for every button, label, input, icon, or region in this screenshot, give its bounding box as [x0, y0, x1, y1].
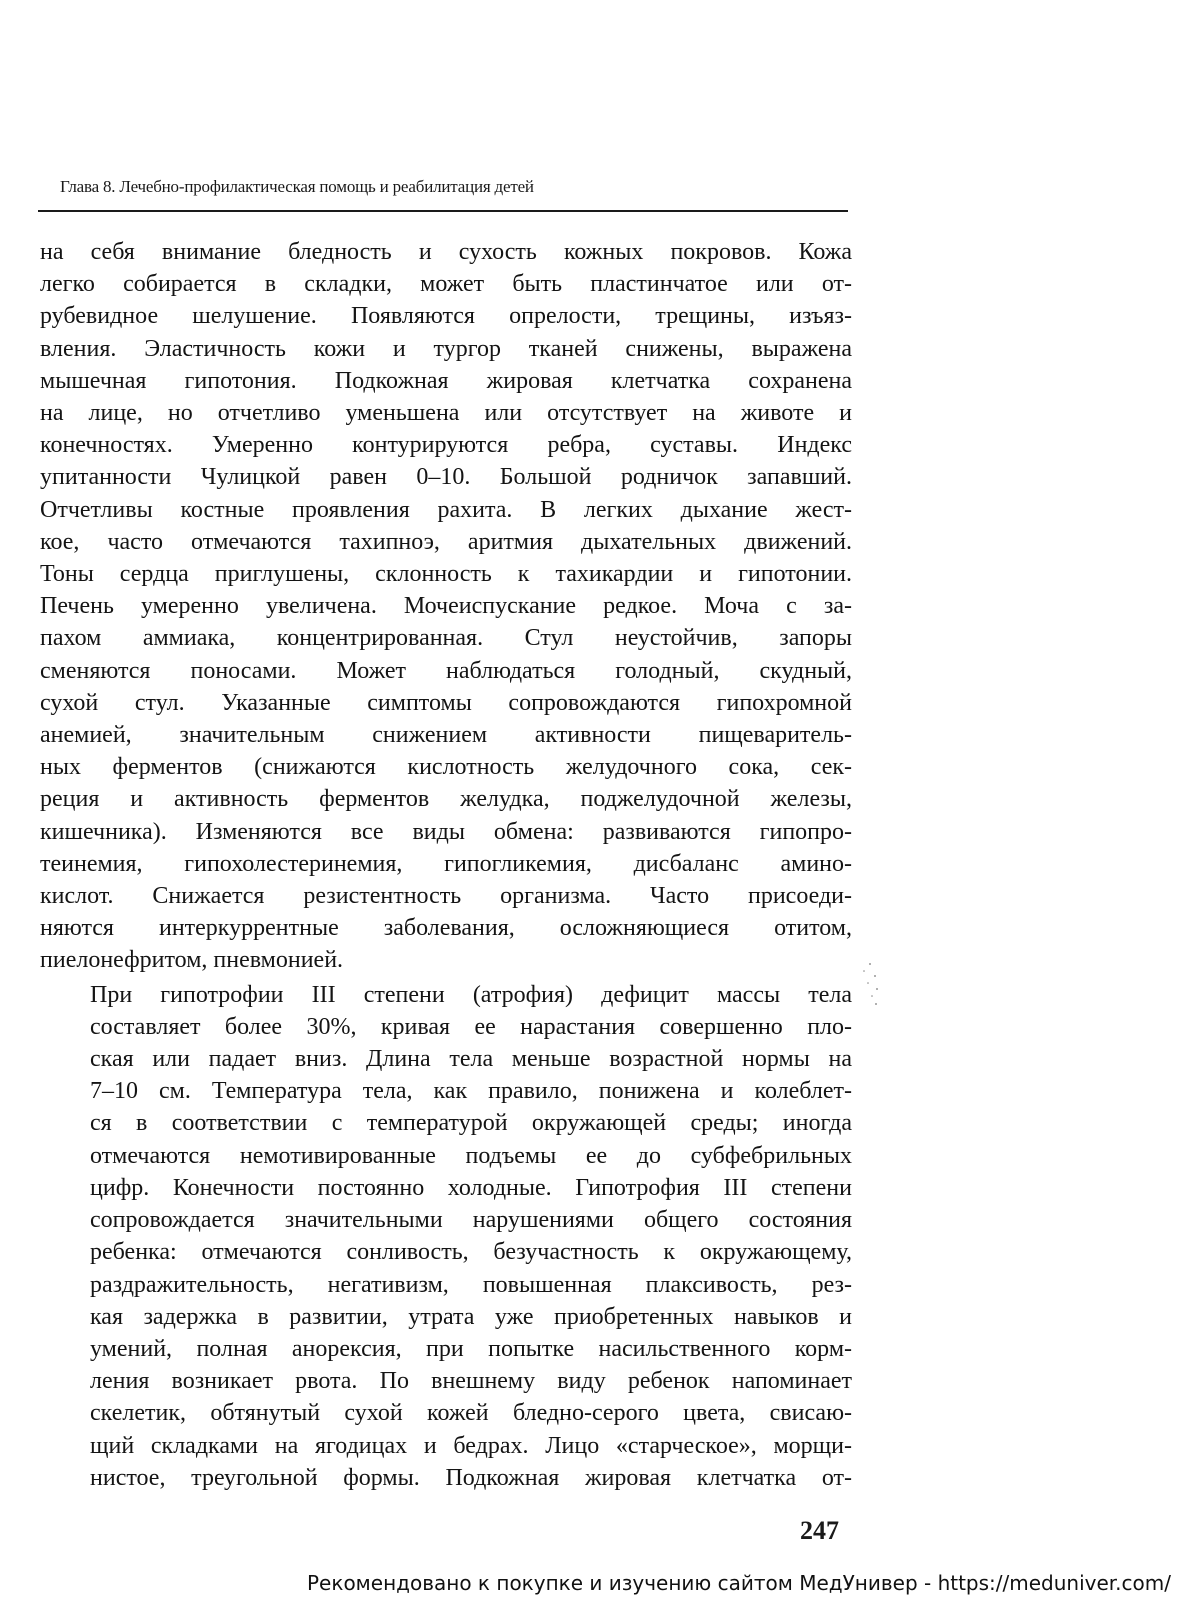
- text-line: умений, полная анорексия, при попытке насильственного корм-: [90, 1335, 852, 1362]
- footer-watermark-note: Рекомендовано к покупке и изучению сайтом МедУнивер - https://meduniver.com/: [307, 1571, 1171, 1595]
- text-line: сухой стул. Указанные симптомы сопровождаются гипохромной: [40, 689, 852, 716]
- running-header: Глава 8. Лечебно-профилактическая помощь и реабилитация детей: [60, 177, 534, 196]
- text-line: составляет более 30%, кривая ее нарастания совершенно пло-: [90, 1013, 852, 1040]
- header-rule: [38, 210, 848, 212]
- text-line: упитанности Чулицкой равен 0–10. Большой родничок запавший.: [40, 464, 852, 491]
- text-line: ся в соответствии с температурой окружающей среды; иногда: [90, 1110, 852, 1137]
- text-line: ных ферментов (снижаются кислотность желудочного сока, сек-: [40, 754, 852, 781]
- text-line: раздражительность, негативизм, повышенная плаксивость, рез-: [90, 1271, 852, 1298]
- text-line: При гипотрофии III степени (атрофия) дефицит массы тела: [90, 981, 852, 1008]
- text-line: сопровождается значительными нарушениями общего состояния: [90, 1207, 852, 1234]
- text-line: цифр. Конечности постоянно холодные. Гипотрофия III степени: [90, 1174, 852, 1201]
- text-line: кислот. Снижается резистентность организма. Часто присоеди-: [40, 883, 852, 910]
- text-line: Печень умеренно увеличена. Мочеиспускание редкое. Моча с за-: [40, 593, 852, 620]
- text-line: Тоны сердца приглушены, склонность к тахикардии и гипотонии.: [40, 561, 852, 588]
- text-line: пахом аммиака, концентрированная. Стул неустойчив, запоры: [40, 625, 852, 652]
- page-number: 247: [800, 1516, 839, 1545]
- text-line: скелетик, обтянутый сухой кожей бледно-серого цвета, свисаю-: [90, 1400, 852, 1427]
- text-line: реция и активность ферментов желудка, поджелудочной железы,: [40, 786, 852, 813]
- text-line: мышечная гипотония. Подкожная жировая клетчатка сохранена: [40, 367, 852, 394]
- text-line: легко собирается в складки, может быть пластинчатое или от-: [40, 271, 852, 298]
- text-line: кишечника). Изменяются все виды обмена: развиваются гипопро-: [40, 818, 852, 845]
- body-text: [40, 236, 852, 1494]
- text-line: конечностях. Умеренно контурируются ребра, суставы. Индекс: [40, 432, 852, 459]
- text-line: щий складками на ягодицах и бедрах. Лицо «старческое», морщи-: [90, 1432, 852, 1459]
- text-line: пиелонефритом, пневмонией.: [40, 947, 344, 974]
- text-line: няются интеркуррентные заболевания, осложняющиеся отитом,: [40, 915, 852, 942]
- text-line: кое, часто отмечаются тахипноэ, аритмия дыхательных движений.: [40, 528, 852, 555]
- text-line: ская или падает вниз. Длина тела меньше возрастной нормы на: [90, 1046, 852, 1073]
- text-line: ребенка: отмечаются сонливость, безучастность к окружающему,: [90, 1239, 852, 1266]
- paragraph-2: [40, 979, 852, 1494]
- text-line: ления возникает рвота. По внешнему виду ребенок напоминает: [90, 1368, 852, 1395]
- text-line: на себя внимание бледность и сухость кожных покровов. Кожа: [40, 239, 852, 265]
- text-line: нистое, треугольной формы. Подкожная жировая клетчатка от-: [90, 1464, 852, 1491]
- text-line: вления. Эластичность кожи и тургор тканей снижены, выражена: [40, 335, 852, 362]
- text-line: Отчетливы костные проявления рахита. В легких дыхание жест-: [40, 496, 852, 523]
- text-line: рубевидное шелушение. Появляются опрелости, трещины, изъяз-: [40, 303, 852, 330]
- scan-specks: [858, 962, 882, 1008]
- text-line: теинемия, гипохолестеринемия, гипогликемия, дисбаланс амино-: [40, 850, 852, 877]
- text-line: анемией, значительным снижением активности пищеваритель-: [40, 722, 852, 749]
- text-line: сменяются поносами. Может наблюдаться голодный, скудный,: [40, 657, 852, 684]
- paragraph-1: [40, 236, 852, 977]
- text-line: отмечаются немотивированные подъемы ее до субфебрильных: [90, 1142, 852, 1169]
- text-line: на лице, но отчетливо уменьшена или отсутствует на животе и: [40, 400, 852, 427]
- text-line: 7–10 см. Температура тела, как правило, понижена и колеблет-: [90, 1078, 852, 1105]
- text-line: кая задержка в развитии, утрата уже приобретенных навыков и: [90, 1303, 852, 1330]
